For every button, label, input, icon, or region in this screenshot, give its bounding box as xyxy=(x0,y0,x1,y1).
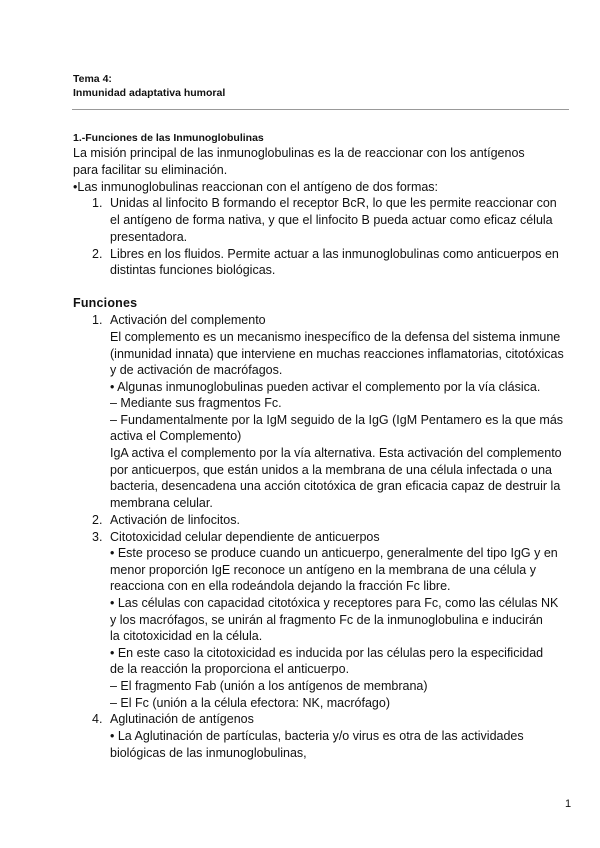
paragraph-line: • En este caso la citotoxicidad es inducida por las células pero la especificidad xyxy=(110,646,544,660)
section2-title: Funciones xyxy=(73,296,138,310)
function-title: Aglutinación de antígenos xyxy=(110,712,254,726)
list-item-line: el antígeno de forma nativa, y que el linfocito B pueda actuar como eficaz célula xyxy=(110,213,553,227)
paragraph-line: – El fragmento Fab (unión a los antígenos de membrana) xyxy=(110,679,428,693)
list-item-line: presentadora. xyxy=(110,230,188,244)
header-divider xyxy=(72,109,569,110)
paragraph-line: menor proporción IgE reconoce un antígeno en la membrana de una célula y xyxy=(110,563,536,577)
paragraph-line: y de activación de macrófagos. xyxy=(110,363,283,377)
paragraph-line: – El Fc (unión a la célula efectora: NK, macrófago) xyxy=(110,696,390,710)
section1-title: 1.-Funciones de las Inmunoglobulinas xyxy=(73,132,264,144)
document-header xyxy=(73,72,225,100)
page-number: 1 xyxy=(565,798,572,810)
list-number: 3. xyxy=(92,530,103,544)
paragraph-line: • Las células con capacidad citotóxica y receptores para Fc, como las células NK xyxy=(110,596,559,610)
function-title: Activación de linfocitos. xyxy=(110,513,240,527)
list-item-line: Unidas al linfocito B formando el receptor BcR, lo que les permite reaccionar con xyxy=(110,196,557,210)
paragraph-line: la citotoxicidad en la célula. xyxy=(110,629,263,643)
paragraph-line: de la reacción la proporciona el anticuerpo. xyxy=(110,662,350,676)
paragraph-line: reacciona con en ella rodeándola dejando la fracción Fc libre. xyxy=(110,579,451,593)
header-title: Inmunidad adaptativa humoral xyxy=(73,87,226,99)
paragraph-line: para facilitar su eliminación. xyxy=(73,163,228,177)
paragraph-line: biológicas de las inmunoglobulinas, xyxy=(110,746,307,760)
function-title: Activación del complemento xyxy=(110,313,266,327)
paragraph-line: El complemento es un mecanismo inespecífico de la defensa del sistema inmune xyxy=(110,330,561,344)
paragraph-line: por anticuerpos, que están unidos a la membrana de una célula infectada o una xyxy=(110,463,552,477)
list-number: 1. xyxy=(92,313,103,327)
paragraph-line: bacteria, desencadena una acción citotóxica de gran eficacia capaz de destruir la xyxy=(110,479,561,493)
paragraph-line: (inmunidad innata) que interviene en muchas reacciones inflamatorias, citotóxicas xyxy=(110,347,564,361)
list-number: 4. xyxy=(92,712,103,726)
list-item-line: Libres en los fluidos. Permite actuar a las inmunoglobulinas como anticuerpos en xyxy=(110,247,559,261)
paragraph-line: activa el Complemento) xyxy=(110,429,242,443)
paragraph-line: membrana celular. xyxy=(110,496,213,510)
paragraph-line: •Las inmunoglobulinas reaccionan con el antígeno de dos formas: xyxy=(73,180,439,194)
paragraph-line: IgA activa el complemento por la vía alternativa. Esta activación del complemento xyxy=(110,446,562,460)
paragraph-line: – Fundamentalmente por la IgM seguido de la IgG (IgM Pentamero es la que más xyxy=(110,413,564,427)
header-topic: Tema 4: xyxy=(73,73,112,85)
list-number: 2. xyxy=(92,513,103,527)
list-item-line: distintas funciones biológicas. xyxy=(110,263,276,277)
paragraph-line: • Este proceso se produce cuando un anticuerpo, generalmente del tipo IgG y en xyxy=(110,546,558,560)
paragraph-line: – Mediante sus fragmentos Fc. xyxy=(110,396,282,410)
paragraph-line: La misión principal de las inmunoglobulinas es la de reaccionar con los antígenos xyxy=(73,146,525,160)
list-number: 2. xyxy=(92,247,103,261)
function-title: Citotoxicidad celular dependiente de anticuerpos xyxy=(110,530,380,544)
paragraph-line: • Algunas inmunoglobulinas pueden activar el complemento por la vía clásica. xyxy=(110,380,541,394)
paragraph-line: • La Aglutinación de partículas, bacteria y/o virus es otra de las actividades xyxy=(110,729,524,743)
list-number: 1. xyxy=(92,196,103,210)
paragraph-line: y los macrófagos, se unirán al fragmento Fc de la inmunoglobulina e inducirán xyxy=(110,613,543,627)
